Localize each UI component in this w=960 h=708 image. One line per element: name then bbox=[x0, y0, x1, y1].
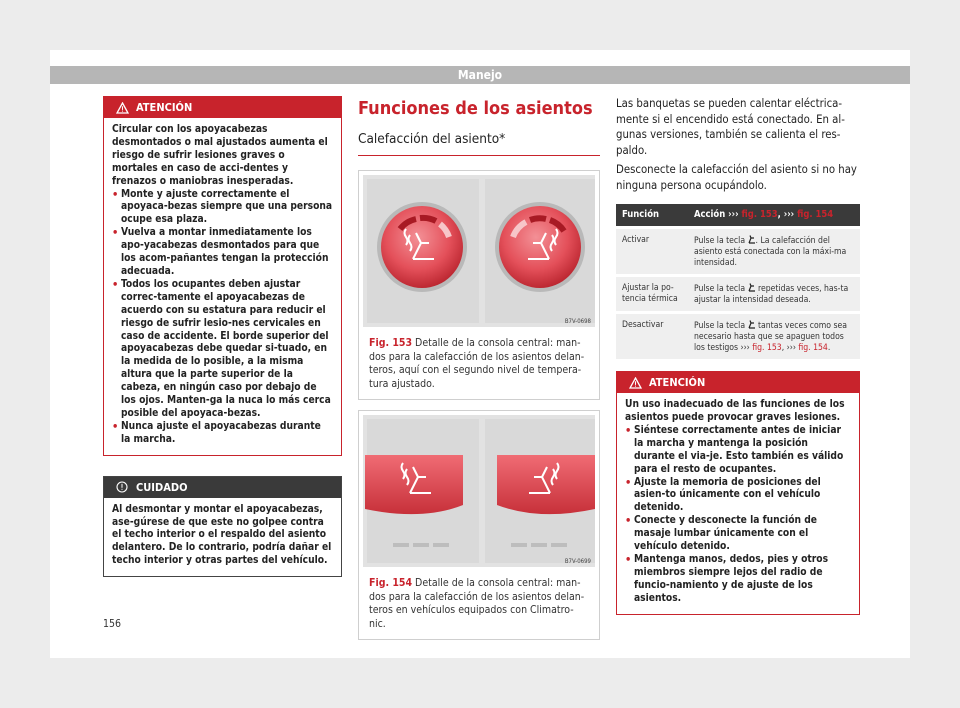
figure-link[interactable]: fig. 154 bbox=[797, 209, 834, 221]
warning-body bbox=[104, 118, 341, 455]
table-cell-function: Ajustar la po-tencia térmica bbox=[616, 276, 688, 313]
figure-153 bbox=[358, 170, 600, 400]
figure-code: B7V-0699 bbox=[564, 558, 591, 565]
bullet-dot-icon: • bbox=[625, 423, 632, 437]
seat-heating-icon bbox=[748, 320, 756, 329]
table-cell-function: Desactivar bbox=[616, 313, 688, 360]
figure-caption bbox=[359, 571, 599, 639]
bullet-dot-icon: • bbox=[625, 475, 632, 489]
seat-heating-button-right bbox=[497, 455, 595, 547]
warning-bullet: • Vuelva a montar inmediatamente los apo-yacabezas desmontados para que los acom-pañantes tengan la protección adecuada. bbox=[112, 226, 329, 277]
warning-title: ATENCIÓN bbox=[649, 376, 706, 390]
seat-heating-icon bbox=[748, 235, 756, 244]
warning-bullet: • Todos los ocupantes deben ajustar correc-tamente el apoyacabezas de acuerdo con su estatura para reducir el riesgo de sufrir lesio-nes cervicales en caso de accidente. El borde superior del apoyacabezas debe quedar si-tuado, en la medida de lo posible, a la misma altura que la parte superior de la cabeza, en ningún caso por debajo de los ojos. Manten-ga la nuca lo más cerca posible del apoyaca-bezas. bbox=[112, 277, 331, 419]
table-cell-action: Pulse la tecla repetidas veces, has-ta ajustar la intensidad deseada. bbox=[688, 276, 860, 313]
seat-heating-knob-right bbox=[495, 202, 585, 292]
section-title: Funciones de los asientos bbox=[358, 98, 593, 119]
warning-bullet: • Monte y ajuste correctamente el apoyaca-bezas siempre que una persona ocupe esa plaza. bbox=[112, 187, 333, 226]
warning-box-seat-functions bbox=[616, 371, 860, 615]
warning-box-headrest bbox=[103, 96, 342, 456]
section-subtitle: Calefacción del asiento* bbox=[358, 130, 600, 156]
caution-header bbox=[104, 477, 341, 498]
body-paragraph: Desconecte la calefacción del asiento si no hay ninguna persona ocupándolo. bbox=[616, 163, 857, 192]
seat-heating-button-left bbox=[365, 455, 463, 547]
warning-body bbox=[617, 393, 859, 614]
caution-text: Al desmontar y montar el apoyacabezas, ase-gúrese de que este no golpee contra el techo interior o el respaldo del asiento delantero. De lo contrario, podría dañar el techo interior y otras partes del vehículo. bbox=[112, 503, 332, 567]
page-number: 156 bbox=[103, 618, 122, 630]
bullet-dot-icon: • bbox=[112, 226, 119, 240]
left-column bbox=[103, 96, 342, 577]
table-cell-action: Pulse la tecla . La calefacción del asiento está conectada con la máxi-ma intensidad. bbox=[688, 228, 860, 276]
figure-caption-text: Detalle de la consola central: man-dos para la calefacción de los asientos delan-teros, aquí con el segundo nivel de tempera-tura ajustado. bbox=[369, 337, 585, 390]
bullet-dot-icon: • bbox=[112, 187, 119, 201]
caution-title: CUIDADO bbox=[136, 480, 188, 494]
bullet-dot-icon: • bbox=[625, 552, 632, 566]
middle-column bbox=[358, 96, 600, 640]
figure-caption bbox=[359, 331, 599, 399]
seat-heating-knobs-illustration bbox=[363, 175, 595, 327]
figure-154-image bbox=[363, 415, 595, 567]
seat-heating-icon bbox=[748, 283, 756, 292]
figure-link[interactable]: fig. 153 bbox=[752, 343, 782, 354]
figure-caption-text: Detalle de la consola central: man-dos para la calefacción de los asientos delan-teros en vehículos equipados con Climatro-nic. bbox=[369, 577, 585, 630]
figure-153-image bbox=[363, 175, 595, 327]
warning-bullet: • Mantenga manos, dedos, pies y otros miembros siempre lejos del radio de funcio-namiento y de ajuste de los asientos. bbox=[625, 552, 829, 604]
table-header-row bbox=[616, 204, 860, 228]
seat-heating-knob-left bbox=[377, 202, 467, 292]
warning-header bbox=[104, 97, 341, 118]
table-header-action: Acción ››› fig. 153, ››› fig. 154 bbox=[688, 204, 860, 228]
table-row bbox=[616, 276, 860, 313]
warning-intro: Circular con los apoyacabezas desmontados o mal ajustados aumenta el riesgo de sufrir lesiones graves o mortales en caso de acci-dentes y frenazos o maniobras inesperadas. bbox=[112, 124, 328, 187]
table-header-function: Función bbox=[616, 204, 688, 228]
table-cell-function: Activar bbox=[616, 228, 688, 276]
chapter-header bbox=[50, 66, 910, 84]
figure-code: B7V-0698 bbox=[564, 318, 591, 325]
right-column bbox=[616, 96, 860, 615]
bullet-dot-icon: • bbox=[625, 514, 632, 528]
function-table bbox=[616, 204, 860, 360]
info-circle-icon bbox=[116, 481, 128, 493]
table-cell-action: Pulse la tecla tantas veces como sea necesario hasta que se apaguen todos los testigos ››› fig. 153, ››› fig. 154. bbox=[688, 313, 860, 360]
figure-154 bbox=[358, 410, 600, 640]
warning-title: ATENCIÓN bbox=[136, 101, 193, 114]
body-paragraph: Las banquetas se pueden calentar eléctrica-mente si el encendido está conectado. En al-gunas versiones, también se calienta el res-paldo. bbox=[616, 97, 845, 157]
warning-triangle-icon bbox=[116, 102, 129, 114]
warning-bullet: • Conecte y desconecte la función de masaje lumbar únicamente con el vehículo detenido. bbox=[625, 514, 817, 553]
warning-header bbox=[617, 372, 859, 393]
figure-link[interactable]: fig. 154 bbox=[798, 343, 828, 354]
table-row bbox=[616, 228, 860, 276]
chapter-title: Manejo bbox=[457, 68, 503, 82]
caution-box bbox=[103, 476, 342, 578]
warning-intro: Un uso inadecuado de las funciones de los asientos puede provocar graves lesiones. bbox=[625, 399, 845, 423]
warning-triangle-icon bbox=[629, 377, 642, 389]
bullet-dot-icon: • bbox=[112, 277, 119, 291]
figure-label: Fig. 153 bbox=[369, 337, 413, 349]
figure-link[interactable]: fig. 153 bbox=[741, 209, 778, 221]
warning-bullet: • Ajuste la memoria de posiciones del asien-to únicamente con el vehículo detenido. bbox=[625, 475, 821, 514]
figure-label: Fig. 154 bbox=[369, 577, 413, 589]
climatronic-seat-heating-buttons-illustration bbox=[363, 415, 595, 567]
warning-bullet: • Nunca ajuste el apoyacabezas durante la marcha. bbox=[112, 419, 321, 445]
warning-bullet: • Siéntese correctamente antes de iniciar la marcha y mantenga la posición durante el via-je. Esto también es válido para el resto de ocupantes. bbox=[625, 423, 844, 475]
table-row bbox=[616, 313, 860, 360]
bullet-dot-icon: • bbox=[112, 419, 119, 433]
